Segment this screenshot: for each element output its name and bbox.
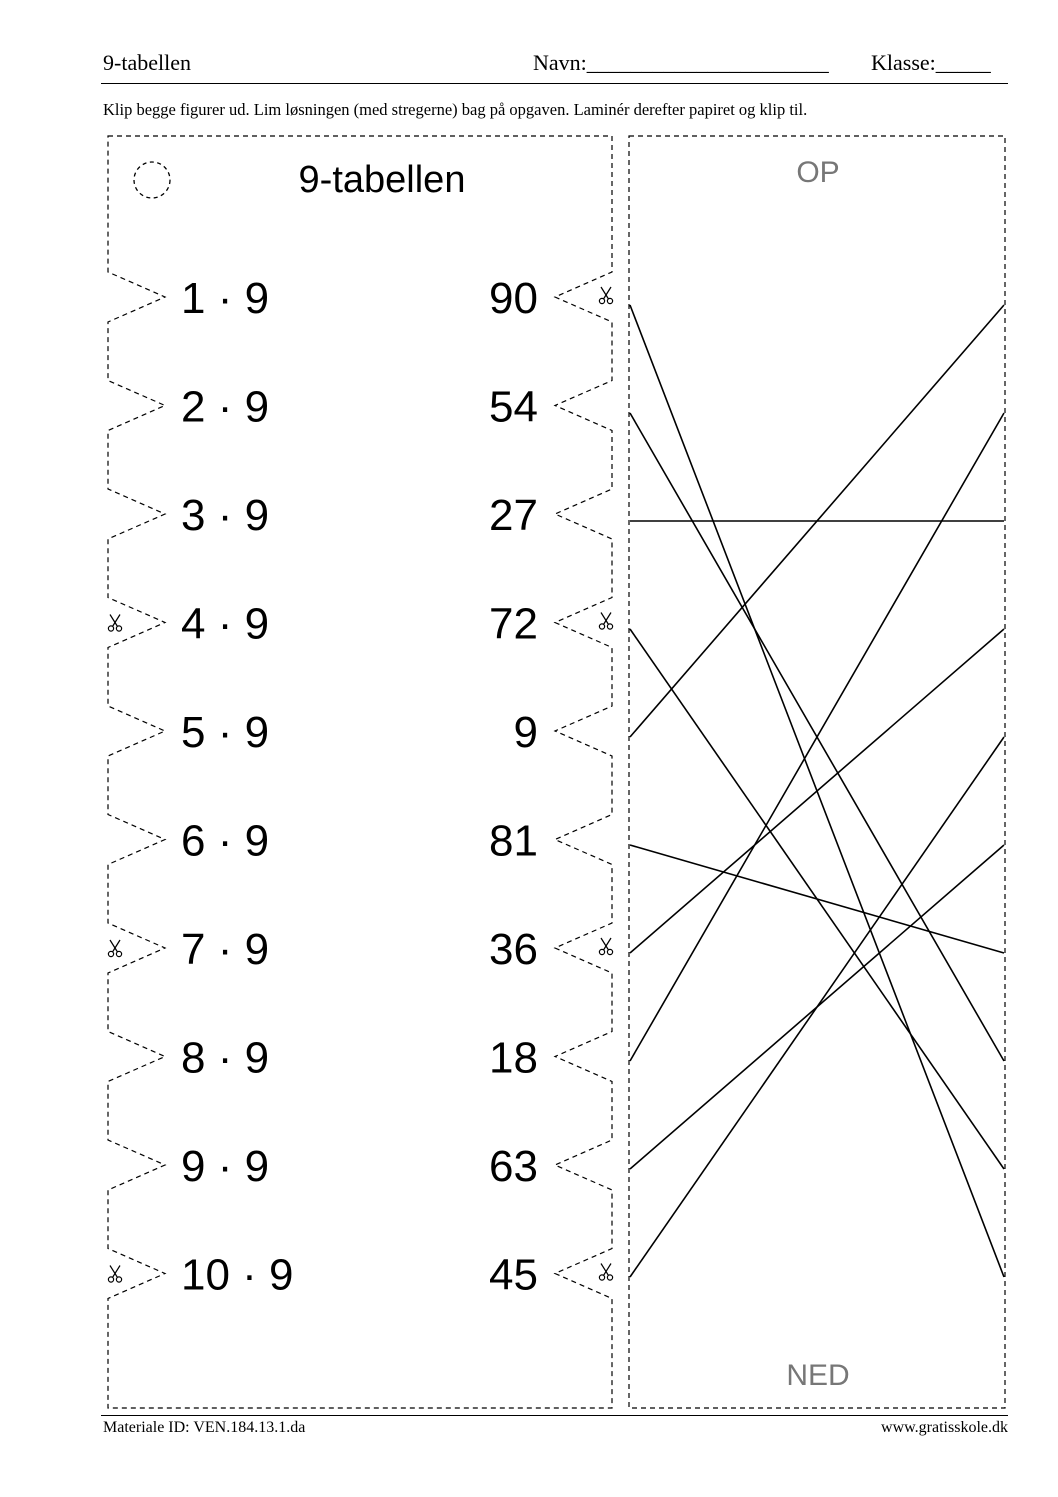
answer-value: 18 xyxy=(489,1033,538,1083)
page-title: 9-tabellen xyxy=(103,50,191,75)
scissors-icon xyxy=(599,1264,612,1281)
answer-value: 81 xyxy=(489,816,538,866)
multiplication-expression: 8 · 9 xyxy=(181,1033,270,1083)
material-id: Materiale ID: VEN.184.13.1.da xyxy=(103,1419,306,1436)
multiplication-expression: 7 · 9 xyxy=(181,925,270,974)
card-title: 9-tabellen xyxy=(298,159,466,201)
multiplication-expression: 9 · 9 xyxy=(181,1142,270,1191)
card-rows xyxy=(181,274,538,1300)
solution-line xyxy=(630,629,1004,953)
solution-lines xyxy=(630,305,1004,1277)
answer-value: 90 xyxy=(489,274,538,323)
solution-panel-outline xyxy=(629,136,1005,1408)
top-direction-label: OP xyxy=(796,156,840,189)
scissors-icon xyxy=(108,940,121,957)
answer-value: 27 xyxy=(489,491,538,540)
multiplication-expression: 3 · 9 xyxy=(181,491,270,540)
class-field-label: Klasse:_____ xyxy=(871,50,991,75)
instructions-text: Klip begge figurer ud. Lim løsningen (med stregerne) bag på opgaven. Laminér derefter papiret og klip til. xyxy=(103,100,808,119)
answer-value: 36 xyxy=(489,925,538,974)
answer-value: 72 xyxy=(489,599,538,649)
name-field-label: Navn:______________________ xyxy=(533,50,829,75)
cutout-card-outline xyxy=(108,136,612,1408)
answer-value: 45 xyxy=(489,1250,538,1300)
multiplication-expression: 5 · 9 xyxy=(181,708,270,757)
website-link: www.gratisskole.dk xyxy=(881,1419,1008,1436)
footer-divider xyxy=(101,1415,1008,1416)
multiplication-expression: 1 · 9 xyxy=(181,274,270,323)
bottom-direction-label: NED xyxy=(786,1359,850,1392)
scissors-icon xyxy=(108,615,121,632)
multiplication-expression: 10 · 9 xyxy=(181,1250,294,1300)
punch-hole-circle xyxy=(134,162,170,198)
scissors-marks xyxy=(108,287,612,1282)
multiplication-expression: 2 · 9 xyxy=(181,382,270,432)
scissors-icon xyxy=(108,1266,121,1283)
scissors-icon xyxy=(599,938,612,955)
scissors-icon xyxy=(599,613,612,630)
solution-line xyxy=(630,737,1004,1277)
scissors-icon xyxy=(599,287,612,304)
solution-line xyxy=(630,845,1004,953)
answer-value: 9 xyxy=(513,708,538,757)
multiplication-expression: 4 · 9 xyxy=(181,599,270,649)
multiplication-expression: 6 · 9 xyxy=(181,816,270,866)
answer-value: 54 xyxy=(489,382,538,432)
answer-value: 63 xyxy=(489,1142,538,1191)
